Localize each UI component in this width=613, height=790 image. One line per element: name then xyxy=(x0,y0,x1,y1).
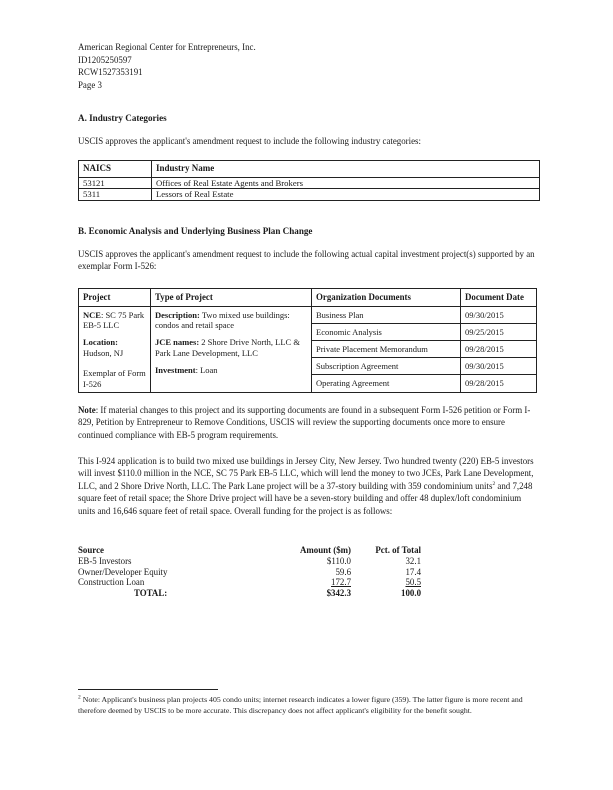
type-header: Type of Project xyxy=(151,289,312,307)
description-block xyxy=(155,310,307,331)
org-docs-list xyxy=(312,307,460,392)
project-header: Project xyxy=(79,289,151,307)
table-row xyxy=(79,306,537,392)
table-row xyxy=(78,567,421,578)
note-text: : If material changes to this project and its supporting documents are found in a subsequent Form I-526 petition or Form I-829, Petition by Entrepreneur to Remove Conditions, USCIS will review the supporting documents once more to ensure continued compliance with EB-5 program requirements. xyxy=(78,405,531,440)
doc-name: Operating Agreement xyxy=(316,378,390,389)
pct: 32.1 xyxy=(405,555,421,566)
org-name: American Regional Center for Entrepreneurs, Inc. xyxy=(78,42,256,52)
naics-header: NAICS xyxy=(79,161,152,178)
nce-label: NCE xyxy=(83,309,101,320)
section-b-intro: USCIS approves the applicant's amendment request to include the following actual capital investment project(s) supported by an exemplar Form I-526: xyxy=(78,249,535,272)
receipt-number: RCW1527353191 xyxy=(78,67,143,78)
table-header-row xyxy=(79,289,537,307)
total-label: TOTAL: xyxy=(134,588,168,599)
doc-dates-list xyxy=(461,307,536,392)
doc-date: 09/25/2015 xyxy=(461,323,536,340)
amount: $110.0 xyxy=(326,555,351,566)
investment-value: : Loan xyxy=(195,365,218,376)
jce-block xyxy=(155,337,307,358)
receipt-id: ID1205250597 xyxy=(78,54,132,65)
project-paragraph-part2: and 7,248 square feet of retail space; the Shore Drive project will have be a seven-story building and offer 48 duplex/loft condominium units and 16,646 square feet of retail space. Overall funding for the project is as follows: xyxy=(78,480,533,516)
source: Owner/Developer Equity xyxy=(78,566,168,577)
project-cell xyxy=(79,306,151,392)
table-row xyxy=(79,189,540,201)
amount: 172.7 xyxy=(331,577,351,588)
nce-value: : SC 75 Park EB-5 LLC xyxy=(83,309,145,330)
page-number: Page 3 xyxy=(78,79,102,90)
location-value: Hudson, NJ xyxy=(83,347,124,358)
project-paragraph xyxy=(78,455,538,517)
total-row xyxy=(78,588,421,599)
section-a-intro: USCIS approves the applicant's amendment request to include the following industry categories: xyxy=(78,136,421,146)
description-label: Description: xyxy=(155,309,200,320)
description-value: Two mixed use buildings: condos and retail space xyxy=(155,309,290,330)
total-amount: $342.3 xyxy=(326,588,351,599)
doc-dates-cell xyxy=(461,306,537,392)
amount: 59.6 xyxy=(335,566,351,577)
doc-name: Subscription Agreement xyxy=(312,358,460,375)
funding-table xyxy=(78,545,421,599)
doc-date: 09/28/2015 xyxy=(465,378,504,389)
org-docs-header: Organization Documents xyxy=(312,289,461,307)
project-table xyxy=(78,288,537,393)
investment-block xyxy=(155,365,307,375)
doc-name: Business Plan xyxy=(312,307,460,324)
amount-header: Amount ($m) xyxy=(299,545,351,555)
total-pct: 100.0 xyxy=(401,588,421,599)
section-a-heading: A. Industry Categories xyxy=(78,113,167,123)
type-cell xyxy=(151,306,312,392)
exemplar-text: Exemplar of Form I-526 xyxy=(83,368,146,389)
footnote-divider xyxy=(78,689,218,690)
naics-table xyxy=(78,160,540,201)
doc-date: 09/30/2015 xyxy=(461,358,536,375)
exemplar-block xyxy=(83,368,146,389)
letter-header xyxy=(78,41,256,91)
industry-name-header: Industry Name xyxy=(152,161,540,178)
jce-value: 2 Shore Drive North, LLC & Park Lane Development, LLC xyxy=(155,337,300,358)
investment-label: Investment xyxy=(155,365,196,376)
industry-name: Lessors of Real Estate xyxy=(152,189,540,201)
source: Construction Loan xyxy=(78,577,145,588)
source-header: Source xyxy=(78,545,104,555)
pct: 50.5 xyxy=(405,577,421,588)
pct: 17.4 xyxy=(405,566,421,577)
note-paragraph xyxy=(78,404,538,441)
pct-header: Pct. of Total xyxy=(375,545,421,555)
footnote-text: Note: Applicant's business plan projects 405 condo units; internet research indicates a lower figure (359). The latter figure is more recent and therefore deemed by USCIS to be more accurate. This discrepancy does not affect applicant's eligibility for the benefit sought. xyxy=(78,695,523,715)
doc-name: Economic Analysis xyxy=(312,323,460,340)
footnote xyxy=(78,695,540,716)
table-header-row xyxy=(78,545,421,556)
section-b-heading: B. Economic Analysis and Underlying Business Plan Change xyxy=(78,226,313,236)
doc-date: 09/30/2015 xyxy=(461,307,536,324)
doc-name: Private Placement Memorandum xyxy=(312,340,460,357)
footnote-mark: 2 xyxy=(78,694,81,701)
jce-label: JCE names: xyxy=(155,337,200,348)
table-row xyxy=(79,177,540,189)
naics-code: 5311 xyxy=(79,189,152,201)
footnote-ref: 2 xyxy=(492,480,496,487)
project-paragraph-part1: This I-924 application is to build two mixed use buildings in Jersey City, New Jersey. Two hundred twenty (220) EB-5 investors will invest $110.0 million in the NCE, SC 75 Park EB-5 LLC, which will lend the money to two JCEs, Park Lane Development, LLC, and 2 Shore Drive North, LLC. The Park Lane project will be a 37-story building with 359 condominium units xyxy=(78,456,534,491)
nce-block xyxy=(83,310,146,331)
doc-date-header: Document Date xyxy=(461,289,537,307)
naics-code: 53121 xyxy=(79,177,152,189)
industry-name: Offices of Real Estate Agents and Brokers xyxy=(152,177,540,189)
source: EB-5 Investors xyxy=(78,555,132,566)
table-row xyxy=(78,556,421,567)
org-docs-cell xyxy=(312,306,461,392)
location-label: Location: xyxy=(83,337,118,348)
note-label: Note xyxy=(78,405,96,415)
doc-date: 09/28/2015 xyxy=(461,340,536,357)
table-row xyxy=(78,577,421,588)
location-block xyxy=(83,337,146,358)
table-header-row xyxy=(79,161,540,178)
